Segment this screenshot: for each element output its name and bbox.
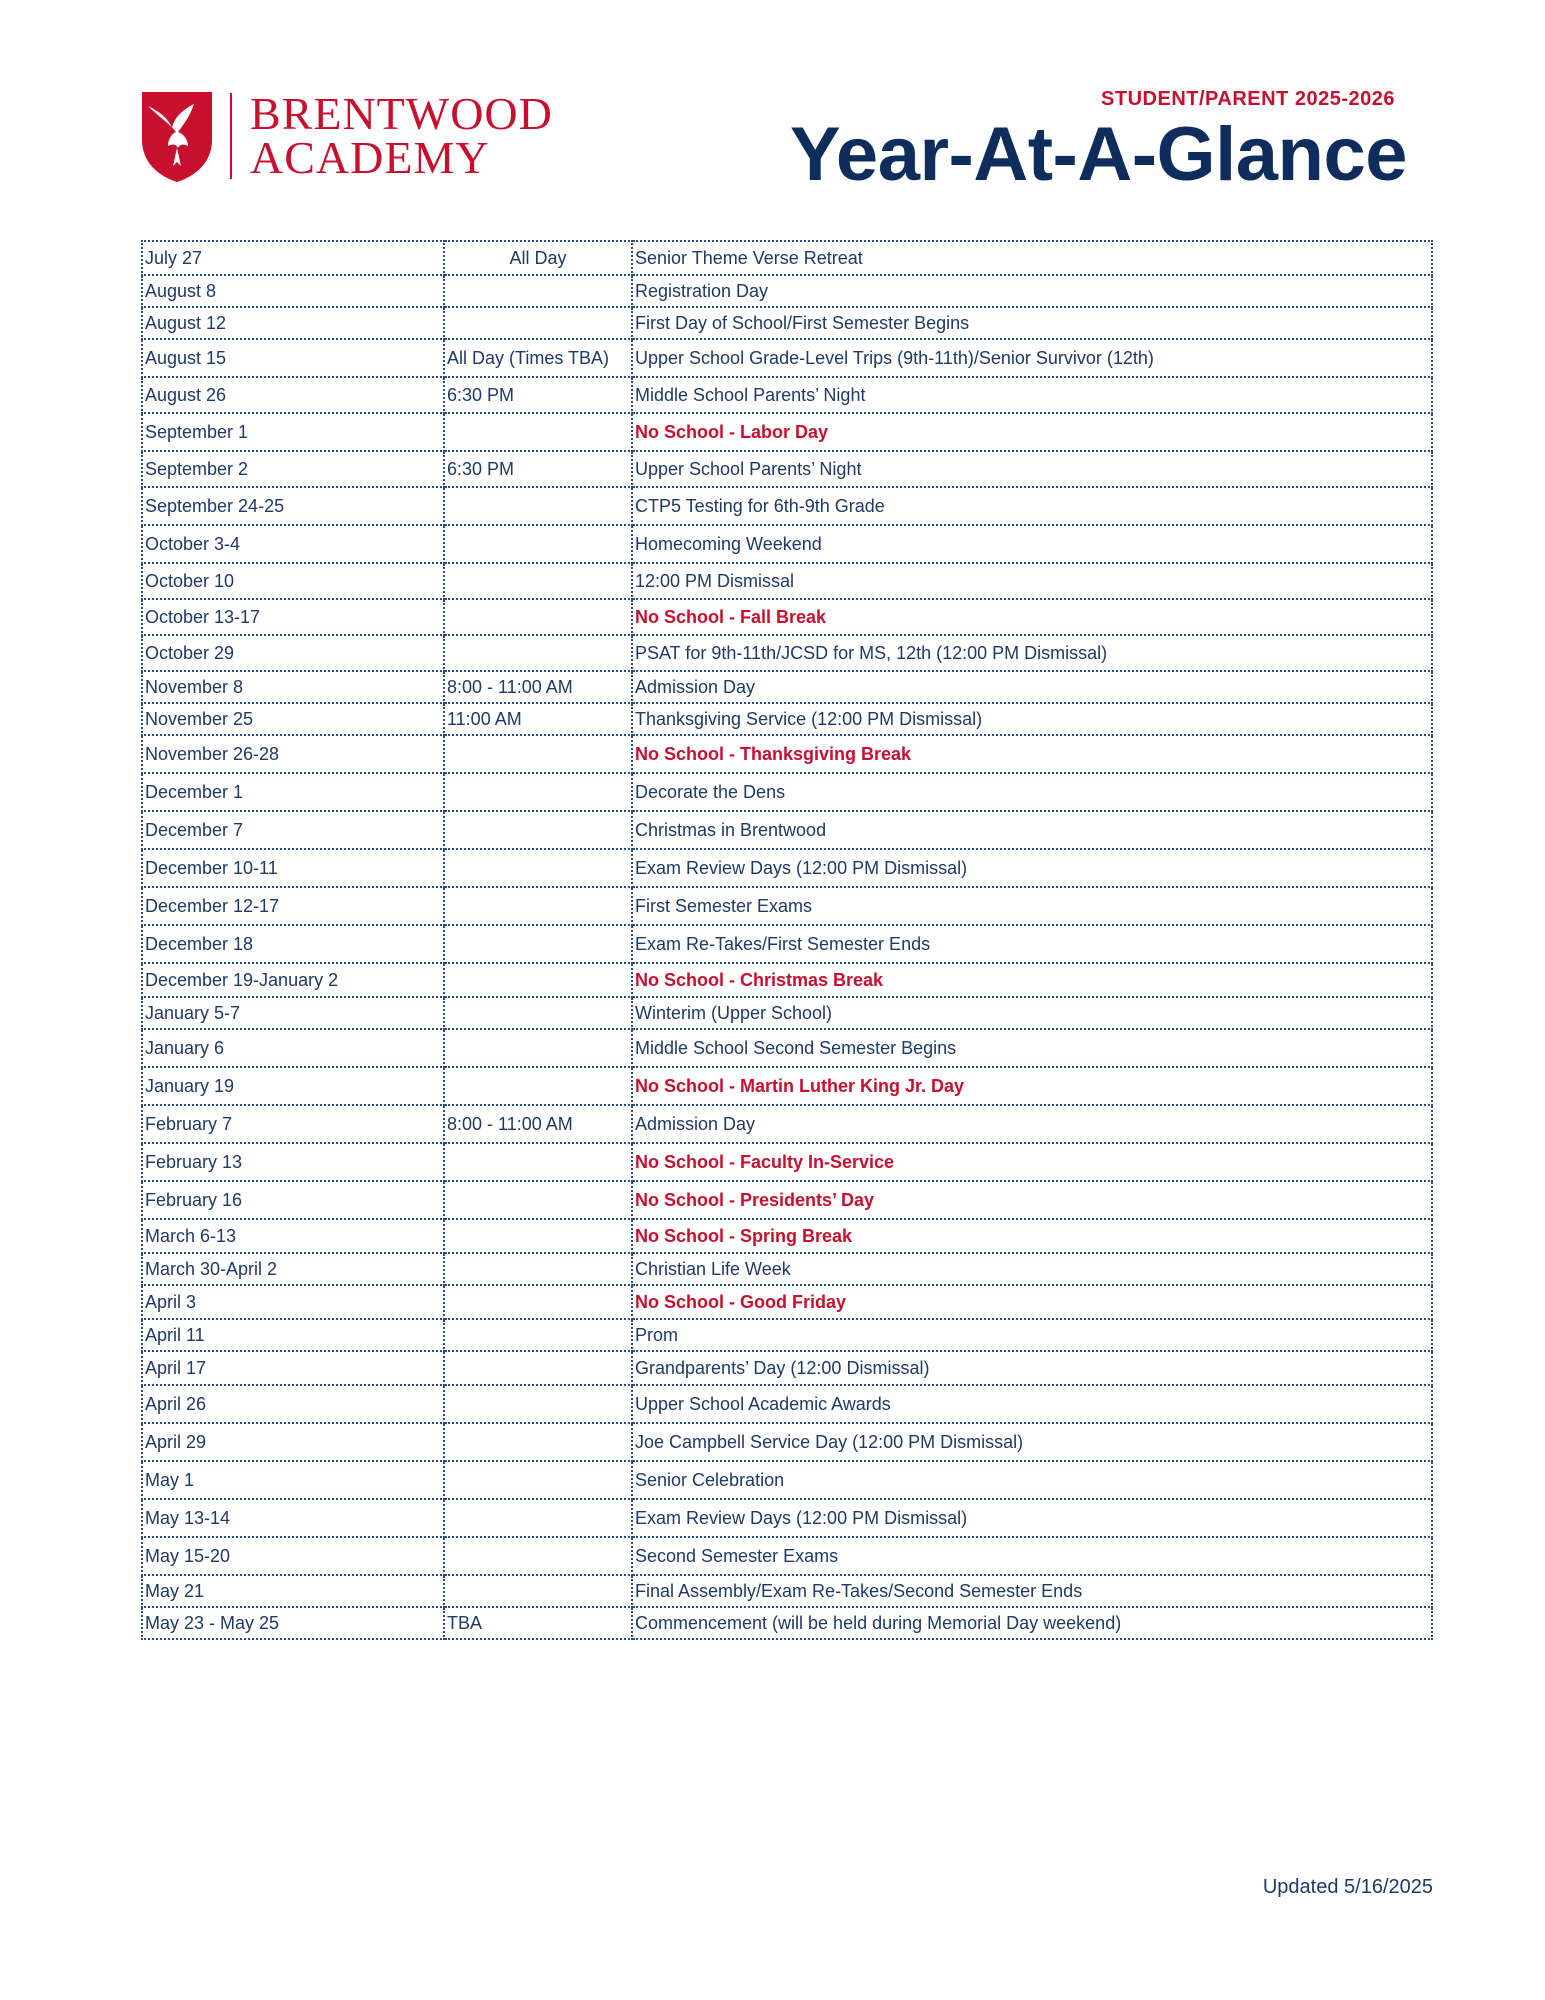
time-cell — [444, 635, 632, 671]
event-cell: Upper School Academic Awards — [632, 1385, 1432, 1423]
table-row — [142, 925, 1432, 963]
event-cell: No School - Faculty In-Service — [632, 1143, 1432, 1181]
table-row — [142, 1285, 1432, 1319]
school-logo — [138, 88, 553, 184]
table-row — [142, 1181, 1432, 1219]
table-row — [142, 773, 1432, 811]
table-row — [142, 1385, 1432, 1423]
table-row — [142, 963, 1432, 997]
time-cell — [444, 1385, 632, 1423]
event-cell: Thanksgiving Service (12:00 PM Dismissal) — [632, 703, 1432, 735]
page-title: Year-At-A-Glance — [789, 112, 1407, 197]
event-cell: Final Assembly/Exam Re-Takes/Second Semester Ends — [632, 1575, 1432, 1607]
table-row — [142, 307, 1432, 339]
table-row — [142, 997, 1432, 1029]
time-cell — [444, 1499, 632, 1537]
table-row — [142, 635, 1432, 671]
calendar-table — [141, 240, 1433, 1640]
date-cell: August 12 — [142, 307, 444, 339]
calendar-table-body — [142, 241, 1432, 1639]
time-cell: All Day (Times TBA) — [444, 339, 632, 377]
time-cell: 11:00 AM — [444, 703, 632, 735]
time-cell — [444, 1537, 632, 1575]
table-row — [142, 1499, 1432, 1537]
date-cell: December 7 — [142, 811, 444, 849]
event-cell: No School - Martin Luther King Jr. Day — [632, 1067, 1432, 1105]
date-cell: May 21 — [142, 1575, 444, 1607]
logo-wordmark — [250, 88, 553, 183]
event-cell: Joe Campbell Service Day (12:00 PM Dismissal) — [632, 1423, 1432, 1461]
time-cell: 8:00 - 11:00 AM — [444, 671, 632, 703]
time-cell — [444, 1423, 632, 1461]
time-cell: 8:00 - 11:00 AM — [444, 1105, 632, 1143]
date-cell: September 24-25 — [142, 487, 444, 525]
date-cell: April 11 — [142, 1319, 444, 1351]
event-cell: No School - Thanksgiving Break — [632, 735, 1432, 773]
time-cell: 6:30 PM — [444, 451, 632, 487]
event-cell: Grandparents’ Day (12:00 Dismissal) — [632, 1351, 1432, 1385]
table-row — [142, 451, 1432, 487]
event-cell: Decorate the Dens — [632, 773, 1432, 811]
table-row — [142, 735, 1432, 773]
time-cell — [444, 487, 632, 525]
time-cell — [444, 735, 632, 773]
eagle-shield-icon — [138, 88, 216, 184]
event-cell: PSAT for 9th-11th/JCSD for MS, 12th (12:00 PM Dismissal) — [632, 635, 1432, 671]
time-cell: All Day — [444, 241, 632, 275]
event-cell: Christian Life Week — [632, 1253, 1432, 1285]
table-row — [142, 487, 1432, 525]
event-cell: No School - Christmas Break — [632, 963, 1432, 997]
table-row — [142, 1319, 1432, 1351]
date-cell: December 18 — [142, 925, 444, 963]
table-row — [142, 1607, 1432, 1639]
date-cell: October 13-17 — [142, 599, 444, 635]
time-cell — [444, 525, 632, 563]
time-cell — [444, 963, 632, 997]
time-cell — [444, 1319, 632, 1351]
time-cell: TBA — [444, 1607, 632, 1639]
event-cell: First Day of School/First Semester Begins — [632, 307, 1432, 339]
date-cell: December 12-17 — [142, 887, 444, 925]
event-cell: CTP5 Testing for 6th-9th Grade — [632, 487, 1432, 525]
time-cell — [444, 773, 632, 811]
table-row — [142, 241, 1432, 275]
date-cell: November 26-28 — [142, 735, 444, 773]
event-cell: Middle School Second Semester Begins — [632, 1029, 1432, 1067]
date-cell: September 2 — [142, 451, 444, 487]
table-row — [142, 811, 1432, 849]
event-cell: Exam Review Days (12:00 PM Dismissal) — [632, 849, 1432, 887]
event-cell: First Semester Exams — [632, 887, 1432, 925]
event-cell: No School - Spring Break — [632, 1219, 1432, 1253]
date-cell: January 19 — [142, 1067, 444, 1105]
time-cell — [444, 1285, 632, 1319]
event-cell: No School - Good Friday — [632, 1285, 1432, 1319]
date-cell: April 26 — [142, 1385, 444, 1423]
event-cell: Upper School Parents’ Night — [632, 451, 1432, 487]
date-cell: May 1 — [142, 1461, 444, 1499]
event-cell: Upper School Grade-Level Trips (9th-11th)/Senior Survivor (12th) — [632, 339, 1432, 377]
date-cell: October 3-4 — [142, 525, 444, 563]
event-cell: Prom — [632, 1319, 1432, 1351]
time-cell: 6:30 PM — [444, 377, 632, 413]
event-cell: Winterim (Upper School) — [632, 997, 1432, 1029]
event-cell: Exam Review Days (12:00 PM Dismissal) — [632, 1499, 1432, 1537]
event-cell: Registration Day — [632, 275, 1432, 307]
table-row — [142, 887, 1432, 925]
time-cell — [444, 997, 632, 1029]
table-row — [142, 377, 1432, 413]
date-cell: April 17 — [142, 1351, 444, 1385]
table-row — [142, 849, 1432, 887]
date-cell: January 6 — [142, 1029, 444, 1067]
updated-date: Updated 5/16/2025 — [1262, 1876, 1433, 1898]
date-cell: May 23 - May 25 — [142, 1607, 444, 1639]
table-row — [142, 703, 1432, 735]
table-row — [142, 1253, 1432, 1285]
table-row — [142, 1219, 1432, 1253]
time-cell — [444, 1029, 632, 1067]
logo-line-2: ACADEMY — [250, 132, 490, 183]
event-cell: Admission Day — [632, 1105, 1432, 1143]
date-cell: March 6-13 — [142, 1219, 444, 1253]
table-row — [142, 563, 1432, 599]
time-cell — [444, 849, 632, 887]
time-cell — [444, 307, 632, 339]
date-cell: April 3 — [142, 1285, 444, 1319]
table-row — [142, 1537, 1432, 1575]
table-row — [142, 1067, 1432, 1105]
date-cell: November 8 — [142, 671, 444, 703]
table-row — [142, 413, 1432, 451]
time-cell — [444, 413, 632, 451]
event-cell: Senior Theme Verse Retreat — [632, 241, 1432, 275]
date-cell: August 26 — [142, 377, 444, 413]
time-cell — [444, 599, 632, 635]
table-row — [142, 1351, 1432, 1385]
table-row — [142, 1461, 1432, 1499]
date-cell: February 7 — [142, 1105, 444, 1143]
table-row — [142, 275, 1432, 307]
time-cell — [444, 275, 632, 307]
date-cell: April 29 — [142, 1423, 444, 1461]
date-cell: August 15 — [142, 339, 444, 377]
table-row — [142, 599, 1432, 635]
date-cell: January 5-7 — [142, 997, 444, 1029]
table-row — [142, 671, 1432, 703]
date-cell: August 8 — [142, 275, 444, 307]
time-cell — [444, 887, 632, 925]
date-cell: March 30-April 2 — [142, 1253, 444, 1285]
event-cell: Second Semester Exams — [632, 1537, 1432, 1575]
date-cell: February 16 — [142, 1181, 444, 1219]
event-cell: Homecoming Weekend — [632, 525, 1432, 563]
time-cell — [444, 1253, 632, 1285]
table-row — [142, 1143, 1432, 1181]
logo-divider — [230, 93, 232, 179]
table-row — [142, 1575, 1432, 1607]
table-row — [142, 1423, 1432, 1461]
event-cell: Commencement (will be held during Memorial Day weekend) — [632, 1607, 1432, 1639]
time-cell — [444, 925, 632, 963]
date-cell: December 1 — [142, 773, 444, 811]
date-cell: September 1 — [142, 413, 444, 451]
time-cell — [444, 811, 632, 849]
page-subtitle: STUDENT/PARENT 2025-2026 — [1101, 88, 1395, 110]
time-cell — [444, 1181, 632, 1219]
table-row — [142, 1105, 1432, 1143]
time-cell — [444, 563, 632, 599]
event-cell: No School - Fall Break — [632, 599, 1432, 635]
table-row — [142, 525, 1432, 563]
date-cell: October 10 — [142, 563, 444, 599]
date-cell: May 15-20 — [142, 1537, 444, 1575]
time-cell — [444, 1143, 632, 1181]
time-cell — [444, 1219, 632, 1253]
date-cell: October 29 — [142, 635, 444, 671]
date-cell: December 19-January 2 — [142, 963, 444, 997]
date-cell: November 25 — [142, 703, 444, 735]
event-cell: Middle School Parents’ Night — [632, 377, 1432, 413]
date-cell: February 13 — [142, 1143, 444, 1181]
table-row — [142, 339, 1432, 377]
date-cell: December 10-11 — [142, 849, 444, 887]
time-cell — [444, 1575, 632, 1607]
event-cell: No School - Presidents’ Day — [632, 1181, 1432, 1219]
time-cell — [444, 1351, 632, 1385]
page-header — [790, 88, 1407, 197]
date-cell: July 27 — [142, 241, 444, 275]
event-cell: No School - Labor Day — [632, 413, 1432, 451]
table-row — [142, 1029, 1432, 1067]
event-cell: 12:00 PM Dismissal — [632, 563, 1432, 599]
event-cell: Senior Celebration — [632, 1461, 1432, 1499]
time-cell — [444, 1461, 632, 1499]
event-cell: Admission Day — [632, 671, 1432, 703]
time-cell — [444, 1067, 632, 1105]
logo-line-1: BRENTWOOD — [250, 88, 553, 139]
event-cell: Christmas in Brentwood — [632, 811, 1432, 849]
event-cell: Exam Re-Takes/First Semester Ends — [632, 925, 1432, 963]
date-cell: May 13-14 — [142, 1499, 444, 1537]
